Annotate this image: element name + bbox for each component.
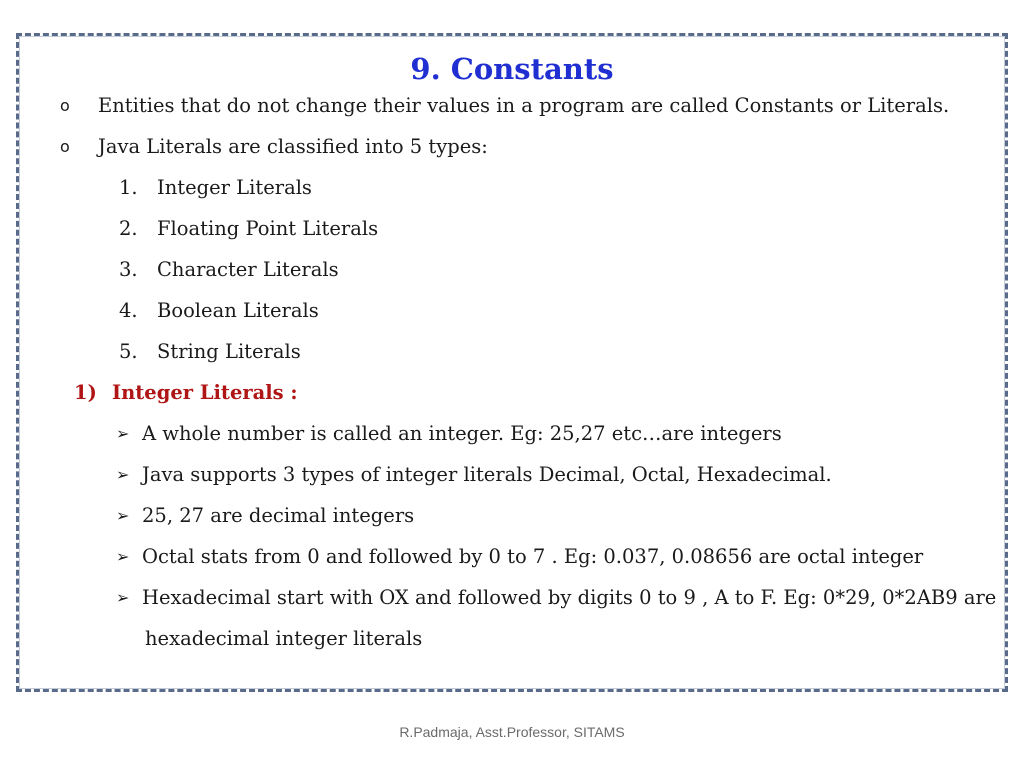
type-item-text: Integer Literals [157,176,312,199]
type-item-2 [119,217,378,241]
type-item-5 [119,340,301,364]
point-5-continuation [145,627,422,651]
arrow-bullet-icon: ➢ [116,424,130,443]
point-text: Java supports 3 types of integer literals Decimal, Octal, Hexadecimal. [142,463,832,486]
list-number: 2. [119,217,138,240]
type-item-text: Character Literals [157,258,339,281]
type-item-1 [119,176,312,200]
arrow-bullet-icon: ➢ [116,547,130,566]
type-item-text: Floating Point Literals [157,217,379,240]
point-text: 25, 27 are decimal integers [142,504,415,527]
point-5 [116,586,996,610]
type-item-text: Boolean Literals [157,299,319,322]
point-text: A whole number is called an integer. Eg: 25,27 etc…are integers [142,422,782,445]
point-4 [116,545,923,569]
list-number: 4. [119,299,138,322]
section-heading-integer-literals [74,381,298,405]
list-number: 5. [119,340,138,363]
section-heading-text: Integer Literals : [112,381,298,404]
intro-bullet-text: Java Literals are classified into 5 types: [98,135,488,158]
point-3 [116,504,414,528]
list-number: 1. [119,176,138,199]
arrow-bullet-icon: ➢ [116,465,130,484]
point-1 [116,422,782,446]
point-text: Octal stats from 0 and followed by 0 to 7 . Eg: 0.037, 0.08656 are octal integer [142,545,924,568]
circle-bullet-icon: o [60,137,70,156]
intro-bullet-1 [60,94,949,118]
list-number: 3. [119,258,138,281]
point-text: Hexadecimal start with OX and followed by digits 0 to 9 , A to F. Eg: 0*29, 0*2AB9 are [142,586,997,609]
circle-bullet-icon: o [60,96,70,115]
intro-bullet-text: Entities that do not change their values in a program are called Constants or Literals. [98,94,950,117]
slide-title [0,52,1024,86]
arrow-bullet-icon: ➢ [116,506,130,525]
section-number: 1) [74,381,97,404]
point-text: hexadecimal integer literals [145,627,423,650]
slide-title-text: 9. Constants [410,52,614,86]
intro-bullet-2 [60,135,488,159]
point-2 [116,463,832,487]
type-item-3 [119,258,339,282]
type-item-text: String Literals [157,340,301,363]
footer-credit: R.Padmaja, Asst.Professor, SITAMS [399,724,625,740]
type-item-4 [119,299,319,323]
arrow-bullet-icon: ➢ [116,588,130,607]
